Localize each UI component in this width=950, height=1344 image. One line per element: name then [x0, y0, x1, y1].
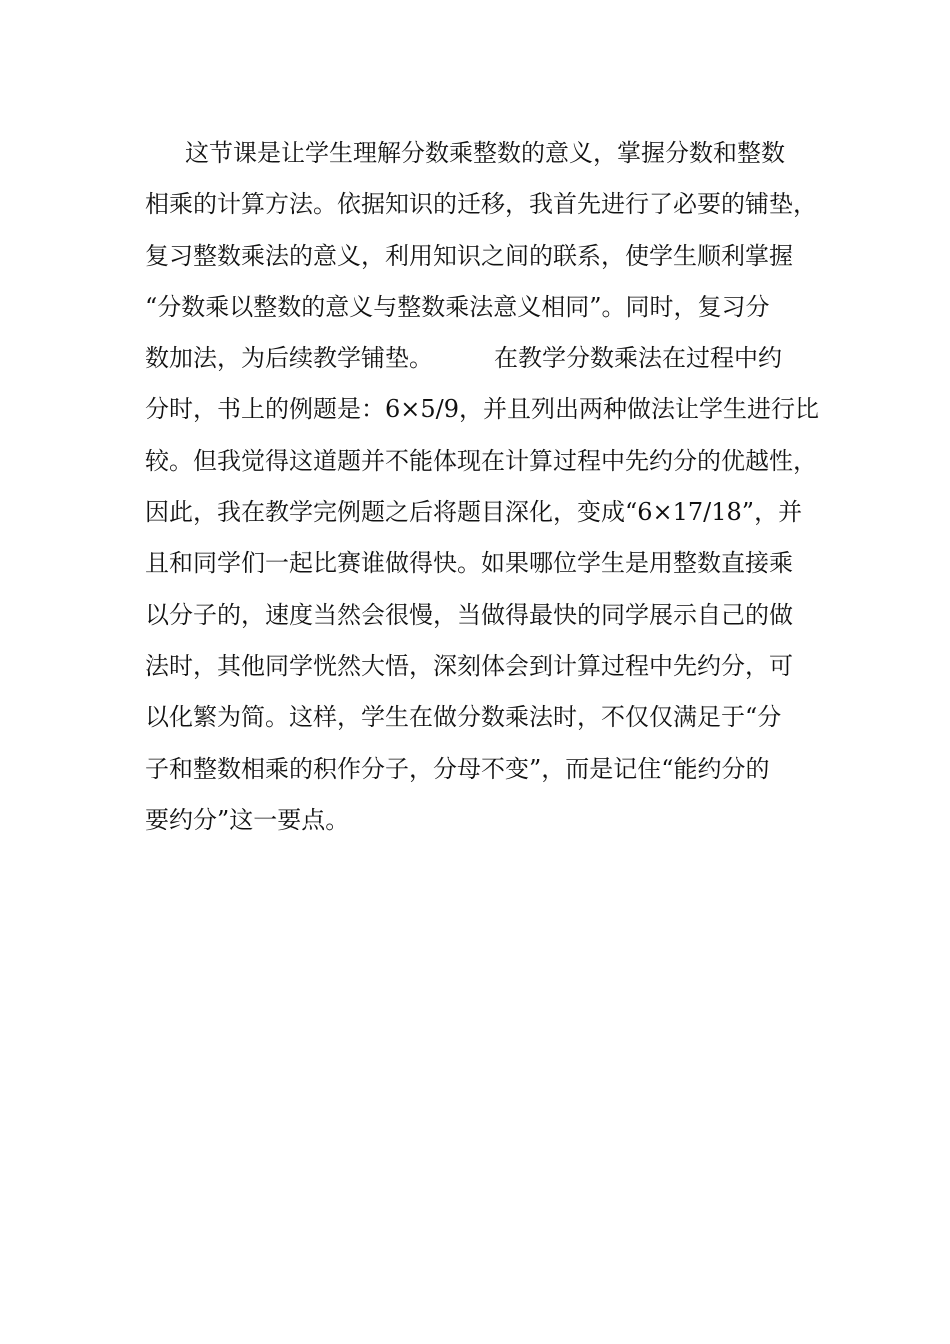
- paragraph-line: 以化繁为简。这样，学生在做分数乘法时，不仅仅满足于“分: [145, 703, 782, 732]
- paragraph-line: 以分子的，速度当然会很慢，当做得最快的同学展示自己的做: [145, 600, 793, 629]
- paragraph-line: 子和整数相乘的积作分子，分母不变”，而是记住“能约分的: [145, 754, 770, 783]
- paragraph-line: 因此，我在教学完例题之后将题目深化，变成“6×17/18”，并: [145, 498, 803, 527]
- paragraph-line: 数加法，为后续教学铺垫。 在教学分数乘法在过程中约: [145, 344, 783, 373]
- paragraph-line: 要约分”这一要点。: [145, 805, 350, 834]
- body-paragraph: [145, 128, 835, 846]
- paragraph-line: 分时，书上的例题是：6×5/9，并且列出两种做法让学生进行比: [145, 395, 820, 424]
- paragraph-line: 相乘的计算方法。依据知识的迁移，我首先进行了必要的铺垫，: [145, 190, 817, 219]
- paragraph-line: 法时，其他同学恍然大悟，深刻体会到计算过程中先约分，可: [145, 651, 793, 680]
- paragraph-line: 且和同学们一起比赛谁做得快。如果哪位学生是用整数直接乘: [145, 549, 793, 578]
- paragraph-line: 这节课是让学生理解分数乘整数的意义，掌握分数和整数: [185, 139, 785, 167]
- paragraph-line: “分数乘以整数的意义与整数乘法意义相同”。同时，复习分: [145, 292, 770, 321]
- paragraph-line: 复习整数乘法的意义，利用知识之间的联系，使学生顺利掌握: [145, 241, 793, 270]
- paragraph-line: 较。但我觉得这道题并不能体现在计算过程中先约分的优越性，: [145, 446, 817, 475]
